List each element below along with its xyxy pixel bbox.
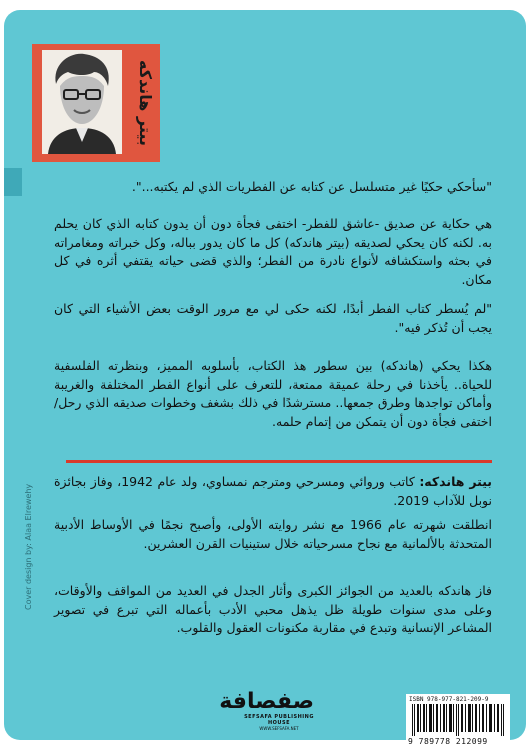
section-divider bbox=[66, 460, 492, 463]
story-paragraph: هي حكاية عن صديق -عاشق للفطر- اختفى فجأة دون أن يدون كتابه الذي كان يحلم به. لكنه كان يحكي لصديقه (بيتر هاندكه) كل ما كان يدور بباله، وكل خبراته ومغامراته في بحثه واستكشافه لأنواع نادرة من الفطر؛ والذي قضى حياته يقتفي أثره في كل مكان. bbox=[54, 216, 492, 287]
cover-design-credit: Cover design by: Alaa Elrewehy bbox=[24, 483, 33, 610]
back-cover bbox=[4, 10, 526, 746]
isbn-label: ISBN 978-977-821-209-9 bbox=[409, 696, 489, 703]
publisher-name: SEFSAFA PUBLISHING HOUSE bbox=[244, 714, 314, 726]
description-paragraph: هكذا يحكي (هاندكه) بين سطور هذ الكتاب، بأسلوبه المميز، وبنظرته الفلسفية للحياة.. يأخذنا في رحلة عميقة ممتعة، للتعرف على أنواع الفطر المختلفة والغريبة وأماكن تواجدها وطرق جمعها.. مسترشدًا في ذلك بشغف وخطوات صديقه الذي رحل/ اختفى فجأة دون أن يتمكن من إتمام حلمه. bbox=[54, 358, 492, 429]
awards-paragraph: فاز هاندكه بالعديد من الجوائز الكبرى وأثار الجدل في العديد من المواقف والأوقات، وعلى مدى سنوات طويلة ظل يذهل محبي الأدب بأعماله التي تبرع في تصوير المشاعر الإنسانية وتبدع في مقاربة مكنونات العقول والقلوب. bbox=[54, 583, 492, 635]
author-portrait-illustration bbox=[42, 50, 122, 154]
author-bio-name: بيتر هاندكه: bbox=[419, 474, 492, 489]
publisher-logo-mark: صفصافة bbox=[219, 689, 314, 714]
author-bio-paragraph bbox=[54, 473, 492, 510]
author-bio-text: كاتب وروائي ومسرحي ومترجم نمساوي، ولد عام 1942، وفاز بجائزة نوبل للآداب 2019. bbox=[54, 474, 492, 508]
publisher-logo bbox=[219, 689, 314, 731]
barcode-bars bbox=[412, 704, 504, 736]
author-portrait-frame bbox=[32, 44, 160, 162]
publisher-url: WWW.SEFSAFA.NET bbox=[259, 726, 299, 731]
quote-paragraph-1: "سأحكي حكيًا غير متسلسل عن كتابه عن الفطريات الذي لم يكتبه...". bbox=[131, 179, 492, 194]
quote-paragraph-2: "لم يُسطر كتاب الفطر أبدًا، لكنه حكى لي مع مرور الوقت بعض الأشياء التي كان يجب أن تُذكر فيه". bbox=[54, 301, 492, 335]
side-tab-marker bbox=[4, 168, 22, 196]
author-portrait bbox=[42, 50, 122, 154]
barcode bbox=[406, 694, 510, 746]
fame-paragraph: انطلقت شهرته عام 1966 مع نشر روايته الأولى، وأصبح نجمًا في الأوساط الأدبية المتحدثة بالألمانية مع نجاح مسرحياته خلال ستينيات القرن العشرين. bbox=[54, 517, 493, 551]
barcode-number: 9 789778 212099 bbox=[408, 737, 488, 746]
author-name-vertical: بيتر هاندكه bbox=[136, 60, 155, 146]
